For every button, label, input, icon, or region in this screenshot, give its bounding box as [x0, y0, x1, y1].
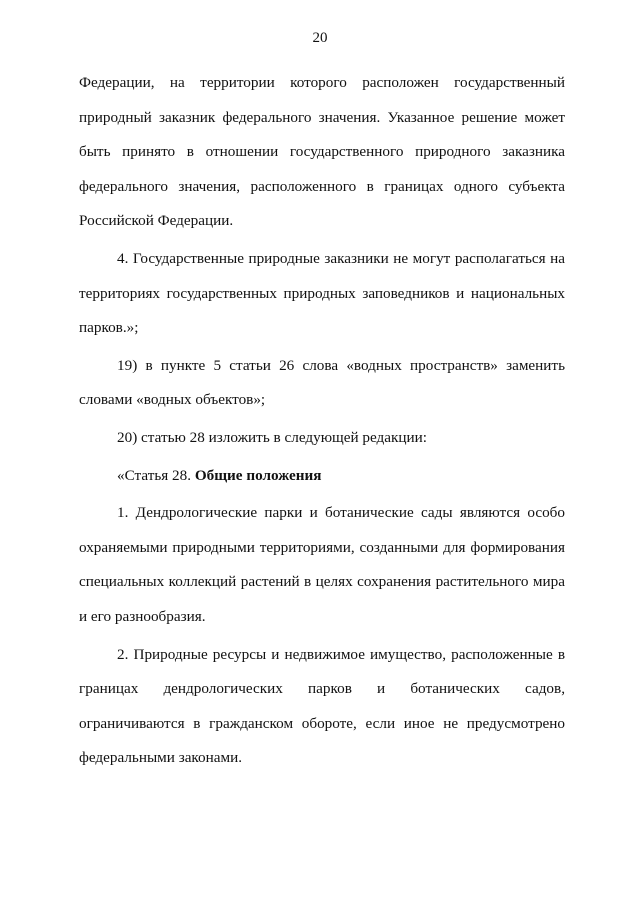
paragraph-item-20: 20) статью 28 изложить в следующей редакции:: [117, 428, 427, 446]
paragraph-item-19: 19) в пункте 5 статьи 26 слова «водных пространств» заменить словами «водных объектов»;: [79, 356, 565, 409]
article-heading-prefix: «Статья 28.: [117, 466, 195, 484]
article-heading-title: Общие положения: [194, 466, 322, 484]
document-body: [79, 66, 565, 776]
article-paragraph-2: 2. Природные ресурсы и недвижимое имущество, расположенные в границах дендрологических парков и ботанических садов, ограничиваются в гражданском обороте, если иное не предусмотрено федеральными законами.: [79, 645, 565, 767]
article-paragraph-1: 1. Дендрологические парки и ботанические сады являются особо охраняемыми природными территориями, созданными для формирования специальных коллекций растений в целях сохранения растительного мира и его разнообразия.: [79, 504, 565, 625]
article-heading: [79, 459, 565, 494]
paragraph-item-4: 4. Государственные природные заказники не могут располагаться на территориях государственных природных заповедников и национальных парков.»;: [79, 249, 565, 337]
paragraph-continuation: Федерации, на территории которого расположен государственный природный заказник федерального значения. Указанное решение может быть принято в отношении государственного природного заказника федерального значения, расположенного в границах одного субъекта Российской Федерации.: [79, 74, 565, 230]
page-number: 20: [312, 30, 328, 46]
